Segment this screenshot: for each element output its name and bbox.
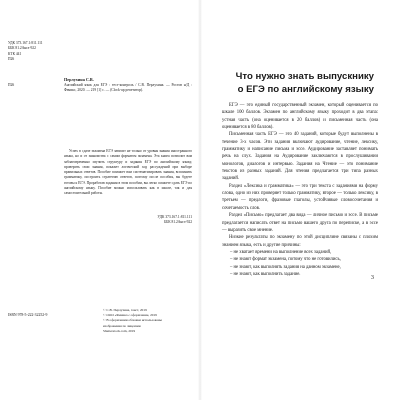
index-line: П26: [8, 57, 15, 62]
copyright-line: © В оформлении обложки использованы: [103, 318, 162, 323]
chapter-body: [222, 102, 378, 278]
list-item: – не знают, как выполнять задания на данном экзамене,: [230, 264, 378, 271]
list-item: – не хватает времени на выполнение всех заданий,: [230, 249, 378, 256]
author-name: Перлухина С.В.: [64, 77, 94, 82]
paragraph: ЕГЭ — это единый государственный экзамен, который оценивается по шкале 100 баллов. Экзамен по английскому языку проходит в два этапа: устная часть (она оценивается в 20 баллов) и письменная часть (она оценивается в 80 баллов).: [222, 103, 378, 131]
paragraph: Раздел «Лексика и грамматика» — это три текста с заданиями на форму слова, одно из них проверяет только грамматику, второе — только лексику, в третьем — предлоги, фразовые глаголы, устойчивые словосочетания и сочетаемость слов.: [222, 183, 378, 211]
list-item: – не знают, как выполнить задание.: [230, 271, 378, 278]
bbk-repeat-line: ББК 81.2Англ-922: [164, 220, 192, 225]
udc-repeat-block: [126, 215, 192, 226]
bbk-line: ББК 81.2Англ-922: [8, 46, 36, 51]
paragraph: Раздел «Письмо» предлагает два вида — личное письмо и эссе. В письме предлагается написать ответ на письмо вашего друга по переписке, а в эссе — выразить свое мнение.: [222, 213, 378, 233]
copyright-line: изображения по лицензии: [103, 323, 141, 328]
udc-repeat-line: УДК 373.167.1:811.111: [157, 215, 192, 219]
udc-line: УДК 373.167.1:811.111: [8, 41, 43, 45]
copyright-block: [103, 308, 195, 334]
copyright-line: © С.В. Перлухина, текст, 2019: [103, 308, 147, 312]
list-item: – не знают формат экзамена, потому что не готовились,: [230, 256, 378, 263]
paragraph: Письменная часть ЕГЭ — это 40 заданий, которые будут выполнены в течение 3-х часов. Эти задания включают аудирование, чтение, лексику, грамматику и написание письма и эссе. Аудирование заставляет понимать речь на слух. Задания на Аудирование заключаются в прослушивании монологов, диалогов и интервью. Задания на Чтение — это понимание текстов из разных заданий. Для чтения предлагается три типа разных заданий.: [222, 132, 378, 182]
ktk-line: КТК 441: [8, 51, 22, 56]
copyright-line: Shutterstock.com, 2019: [103, 328, 136, 333]
index-code: П26: [8, 83, 15, 87]
reasons-list: [222, 249, 378, 278]
paragraph: Низкие результаты по экзамену по этой дисциплине связаны с плохим знанием языка, есть и другие причины:: [222, 235, 378, 248]
isbn: ISBN 978-5-222-32252-9: [8, 313, 48, 317]
chapter-title: [200, 70, 374, 96]
page-number: 3: [370, 274, 374, 281]
annotation-text: Успех в сдаче экзамена ЕГЭ зависит не только от уровня знания иностранного языка, но и от знакомства с самим форматом экзамена. Эта книга позволит вам заблаговременно изучить структуру и задания ЕГЭ по английскому языку, проверить свои знания, покажет логический ход рассуждений при выборе правильных ответов. Пособие поможет вам систематизировать знания, вспомнить грамматику, построить стратегию ответов, поэтому после пособия, вы будете готовы к ЕГЭ. Проработав задания в этом пособии, вы легко сможете сдать ЕГЭ по английскому языку. Пособие можно использовать как в школе, так и для самостоятельной работы.: [64, 149, 192, 196]
bibliographic-description: Английский язык для ЕГЭ : тест-контроль / С.В. Перлухина. — Ростов н/Д : Феникс, 2020. — 219 [1] с. — (Clock-up репетитор).: [64, 83, 192, 93]
chapter-title-line: Что нужно знать выпускнику: [235, 71, 374, 82]
chapter-title-line: о ЕГЭ по английскому языку: [237, 84, 374, 95]
udc-block: [8, 41, 128, 63]
copyright-line: © ООО «Феникс»: оформление, 2019: [103, 313, 157, 318]
